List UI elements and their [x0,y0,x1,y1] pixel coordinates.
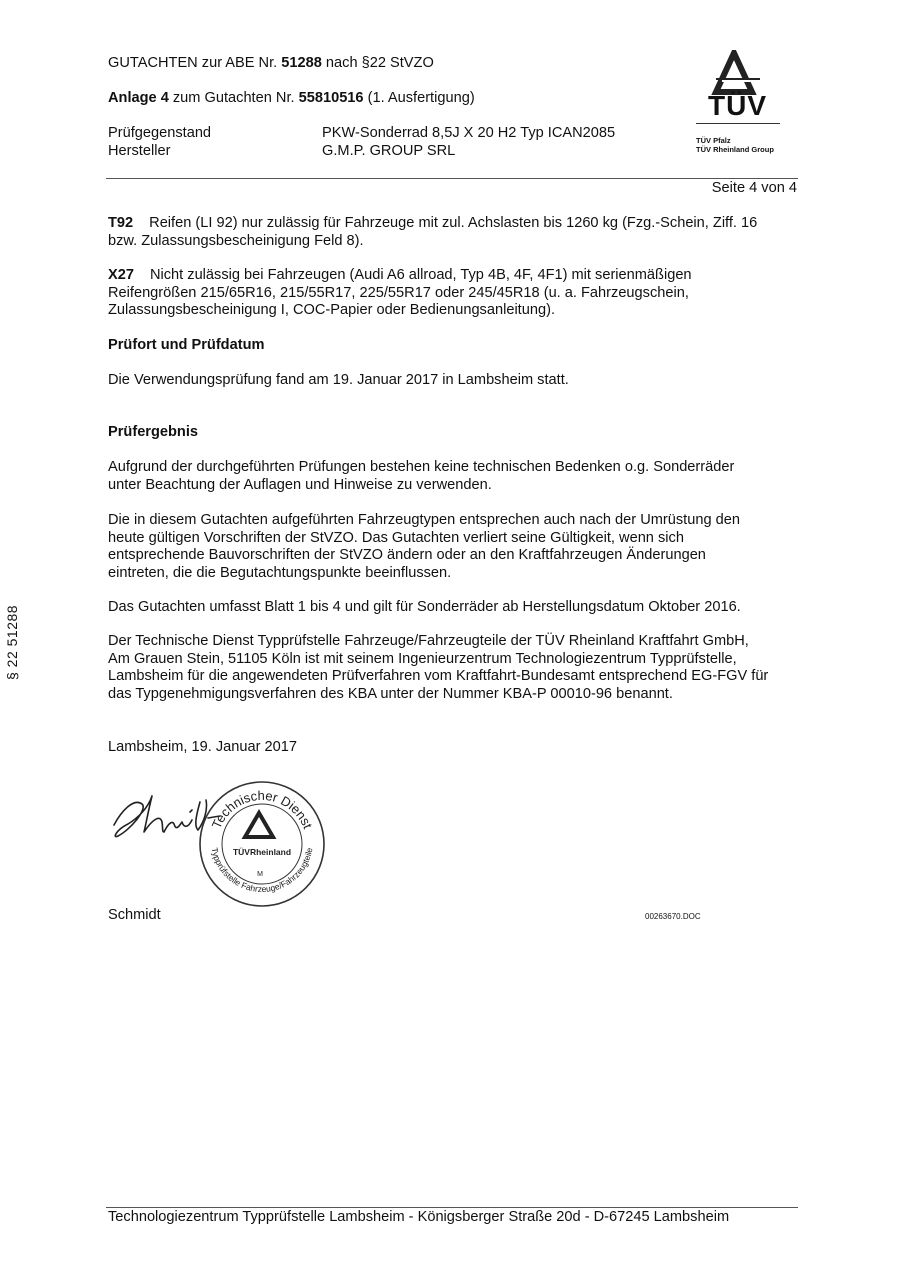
section-heading: Prüfergebnis [108,424,199,440]
note-text: bzw. Zulassungsbescheinigung Feld 8). [108,232,364,249]
field-manufacturer-value: G.M.P. GROUP SRL [322,143,456,159]
note-text: Reifengrößen 215/65R16, 215/55R17, 225/55R17 oder 245/45R18 (u. a. Fahrzeugschein, [108,284,689,301]
place-date: Lambsheim, 19. Januar 2017 [108,739,298,755]
note-code: X27 [108,267,134,283]
field-test-object-label: Prüfgegenstand [108,125,212,141]
note-t92 [108,215,798,250]
paragraph-line: entsprechende Bauvorschriften der StVZO ändern oder an den Kraftfahrzeugen Änderungen [108,547,706,563]
paragraph-line: unter Beachtung der Auflagen und Hinweise zu verwenden. [108,476,492,493]
stamp-bottom-text: Typprüfstelle Fahrzeuge/Fahrzeugteile [209,846,315,895]
paragraph-line: Aufgrund der durchgeführten Prüfungen bestehen keine technischen Bedenken o.g. Sonderräder [108,459,735,475]
pruefort-text [108,372,798,390]
note-text: Reifen (LI 92) nur zulässig für Fahrzeuge mit zul. Achslasten bis 1260 kg (Fzg.-Schein, Ziff. 16 [149,215,758,231]
note-text: Nicht zulässig bei Fahrzeugen (Audi A6 allroad, Typ 4B, 4F, 4F1) mit serienmäßigen [149,267,692,283]
paragraph-line: das Typgenehmigungsverfahren des KBA unter der Nummer KBA-P 00010-96 benannt. [108,685,673,702]
annex-mid: zum Gutachten Nr. [168,90,299,106]
section-ergebnis [108,424,798,442]
tuv-logo [696,50,786,160]
paragraph-line: Der Technische Dienst Typprüfstelle Fahrzeuge/Fahrzeugteile der TÜV Rheinland Kraftfahrt GmbH, [108,633,749,649]
stamp-top-text: Technischer Dienst [208,787,316,831]
pruefort-line: Die Verwendungsprüfung fand am 19. Januar 2017 in Lambsheim statt. [108,372,569,388]
tuv-brand: TÜV [708,90,767,121]
header-divider [106,178,798,179]
section-pruefort [108,337,798,355]
paragraph-line: Am Grauen Stein, 51105 Köln ist mit seinem Ingenieurzentrum Technologiezentrum Typprüfstelle, [108,650,737,667]
annex-line [108,90,475,106]
paragraph-line: Das Gutachten umfasst Blatt 1 bis 4 und gilt für Sonderräder ab Herstellungsdatum Oktober 2016. [108,599,741,615]
abe-number: 51288 [281,55,322,71]
paragraph-line: heute gültigen Vorschriften der StVZO. Das Gutachten verliert seine Gültigkeit, wenn sich [108,529,684,546]
annex-suffix: (1. Ausfertigung) [363,90,475,106]
footer-address: Technologiezentrum Typprüfstelle Lambsheim - Königsberger Straße 20d - D-67245 Lambsheim [108,1209,730,1225]
paragraph-line: Die in diesem Gutachten aufgeführten Fahrzeugtypen entsprechen auch nach der Umrüstung den [108,512,740,528]
stamp-mark: M [257,871,263,878]
ergebnis-p2 [108,512,798,582]
side-reference: § 22 51288 [4,604,20,680]
tuv-sub1: TÜV Pfalz [696,136,731,145]
paragraph-line: eintreten, die die Begutachtungspunkte beeinflussen. [108,564,452,581]
note-text: Zulassungsbescheinigung I, COC-Papier oder Bedienungsanleitung). [108,302,556,318]
document-reference: 00263670.DOC [645,912,701,921]
stamp-brand: TÜVRheinland [232,847,292,857]
signer-name: Schmidt [108,907,161,923]
header-title-line [108,55,434,71]
note-x27 [108,267,798,320]
tuv-sub2: TÜV Rheinland Group [696,145,774,154]
ergebnis-p3 [108,599,798,617]
header-title-suffix: nach §22 StVZO [321,55,434,71]
report-number: 55810516 [298,90,364,106]
field-manufacturer-label: Hersteller [108,143,171,159]
footer-divider [106,1207,798,1208]
section-heading: Prüfort und Prüfdatum [108,337,265,353]
ergebnis-p4 [108,633,798,703]
header-title-prefix: GUTACHTEN zur ABE Nr. [108,55,282,71]
ergebnis-p1 [108,459,798,494]
page-indicator: Seite 4 von 4 [711,180,797,196]
official-stamp [197,779,327,909]
annex-label: Anlage 4 [108,90,169,106]
note-code: T92 [108,215,134,231]
paragraph-line: Lambsheim für die angewendeten Prüfverfahren vom Kraftfahrt-Bundesamt entsprechend EG-FGV für [108,668,769,684]
field-test-object-value: PKW-Sonderrad 8,5J X 20 H2 Typ ICAN2085 [322,125,616,141]
